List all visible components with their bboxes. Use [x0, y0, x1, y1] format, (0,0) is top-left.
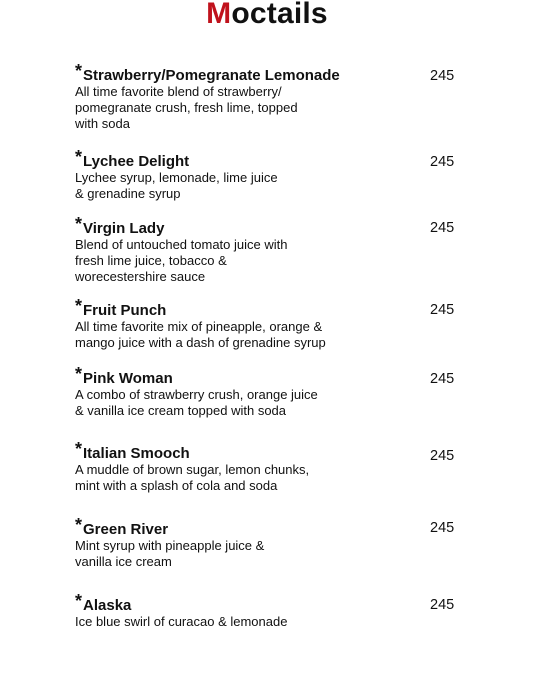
menu-item-description: A combo of strawberry crush, orange juice & vanilla ice cream topped with soda: [75, 387, 318, 418]
menu-item-name-row: [75, 214, 475, 237]
menu-item-name-row: [75, 147, 475, 170]
menu-item-name-row: [75, 61, 475, 84]
star-marker: *: [75, 214, 83, 234]
menu-item-description: Blend of untouched tomato juice with fresh lime juice, tobacco & worecestershire sauce: [75, 237, 288, 284]
star-marker: *: [75, 147, 83, 167]
menu-item-description: All time favorite blend of strawberry/ pomegranate crush, fresh lime, topped with soda: [75, 84, 298, 131]
menu-item-strawberry-pomegranate-lemonade: [75, 61, 475, 132]
menu-item-fruit-punch: [75, 296, 475, 351]
menu-item-name: Italian Smooch: [83, 445, 190, 462]
menu-item-name: Fruit Punch: [83, 302, 167, 319]
menu-item-price: 245: [430, 448, 455, 464]
menu-item-price: 245: [430, 154, 455, 170]
menu-title: [0, 0, 534, 34]
menu-title-initial: M: [206, 0, 232, 30]
menu-item-name: Strawberry/Pomegranate Lemonade: [83, 67, 340, 84]
menu-item-price: 245: [430, 520, 455, 536]
menu-item-name-row: [75, 296, 475, 319]
star-marker: *: [75, 296, 83, 316]
menu-item-lychee-delight: [75, 147, 475, 202]
menu-title-rest: octails: [231, 0, 328, 30]
star-marker: *: [75, 364, 83, 384]
menu-item-green-river: [75, 515, 475, 570]
menu-item-description: Lychee syrup, lemonade, lime juice & grenadine syrup: [75, 170, 278, 201]
menu-item-name-row: [75, 591, 475, 614]
menu-item-name: Pink Woman: [83, 370, 173, 387]
menu-item-description: Ice blue swirl of curacao & lemonade: [75, 614, 288, 629]
star-marker: *: [75, 439, 83, 459]
menu-item-price: 245: [430, 220, 455, 236]
menu-item-name: Lychee Delight: [83, 153, 190, 170]
menu-item-description: Mint syrup with pineapple juice & vanilla ice cream: [75, 538, 265, 569]
star-marker: *: [75, 515, 83, 535]
menu-item-price: 245: [430, 597, 455, 613]
menu-item-name: Virgin Lady: [83, 220, 165, 237]
menu-item-virgin-lady: [75, 214, 475, 285]
menu-item-italian-smooch: [75, 439, 475, 494]
menu-item-description: A muddle of brown sugar, lemon chunks, mint with a splash of cola and soda: [75, 462, 310, 493]
menu-item-description: All time favorite mix of pineapple, orange & mango juice with a dash of grenadine syrup: [75, 319, 326, 350]
menu-item-name: Green River: [83, 521, 169, 538]
star-marker: *: [75, 591, 83, 611]
menu-item-name-row: [75, 439, 475, 462]
menu-item-name-row: [75, 515, 475, 538]
menu-item-name: Alaska: [83, 597, 132, 614]
menu-item-price: 245: [430, 371, 455, 387]
star-marker: *: [75, 61, 83, 81]
menu-item-alaska: [75, 591, 475, 630]
menu-item-price: 245: [430, 302, 455, 318]
menu-item-name-row: [75, 364, 475, 387]
menu-item-pink-woman: [75, 364, 475, 419]
menu-item-price: 245: [430, 68, 455, 84]
